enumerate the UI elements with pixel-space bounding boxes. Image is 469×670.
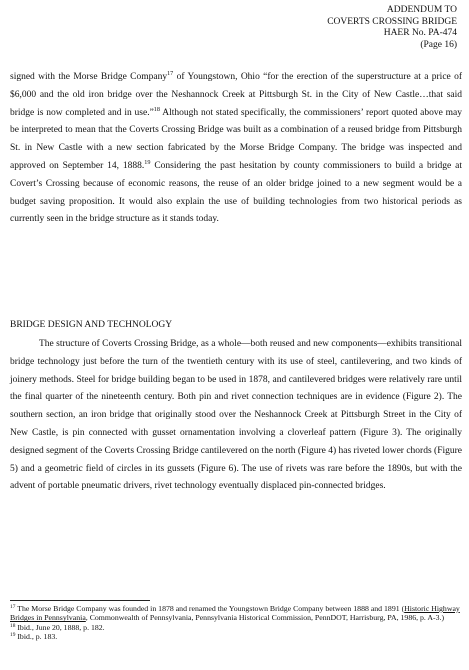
footnote-18 xyxy=(10,623,460,632)
para1-text-4: Considering the past hesitation by county commissioners to build a bridge at Covert’s Crossing because of economic reasons, the reuse of an older bridge joined to a new segment would be a budget saving proposition. It would also explain the use of building technologies from two historical periods as currently seen in the bridge structure as it stands today. xyxy=(10,160,462,225)
body-paragraph-2: The structure of Coverts Crossing Bridge, as a whole—both reused and new components—exhibits transitional bridge technology just before the turn of the twentieth century with its use of steel, cantilevering, and two kinds of joinery methods. Steel for bridge building began to be used in 1878, and cantilevered bridges were relatively rare until the final quarter of the nineteenth century. Both pin and rivet connection techniques are in evidence (Figure 2). The southern section, an iron bridge that originally stood over the Neshannock Creek at Pittsburgh Street in the City of New Castle, is pin connected with gusset ornamentation involving a cloverleaf pattern (Figure 3). The originally designed segment of the Coverts Crossing Bridge cantilevered on the north (Figure 4) has riveted lower chords (Figure 5) and a geometric field of circles in its gussets (Figure 6). The use of rivets was rare before the 1890s, but with the advent of portable pneumatic drivers, rivet technology eventually displaced pin-connected bridges. xyxy=(10,339,462,492)
footnote-17-text-a: The Morse Bridge Company was founded in 1878 and renamed the Youngstown Bridge Company between 1888 and 1891 ( xyxy=(15,604,405,613)
footnote-17 xyxy=(10,604,460,623)
page-header xyxy=(327,5,457,51)
footnote-ref-17: 17 xyxy=(167,70,174,77)
footnote-divider xyxy=(10,600,150,601)
body-paragraph-1 xyxy=(10,69,462,229)
footnote-18-number: 18 xyxy=(10,622,16,629)
footnote-17-number: 17 xyxy=(10,604,16,610)
footnotes xyxy=(10,604,460,641)
footnote-17-title: Historic Highway Bridges in Pennsylvania xyxy=(10,604,460,623)
footnote-ref-18: 18 xyxy=(153,105,160,113)
header-bridge-name: COVERTS CROSSING BRIDGE xyxy=(327,16,457,27)
footnote-ref-19: 19 xyxy=(144,158,151,166)
footnote-19-text: Ibid., p. 183. xyxy=(15,631,58,641)
section-heading: BRIDGE DESIGN AND TECHNOLOGY xyxy=(10,320,173,330)
footnote-18-text: Ibid., June 20, 1888, p. 182. xyxy=(15,622,105,632)
header-addendum: ADDENDUM TO xyxy=(386,5,457,15)
para1-text-3: Although not stated specifically, the commissioners’ report quoted above may be interpreted to mean that the Coverts Crossing Bridge was built as a combination of a reused bridge from Pittsburgh St. in New Castle with a new section fabricated by the Morse Bridge Company. The bridge was inspected and approved on September 14, 1888. xyxy=(10,107,462,171)
footnote-19 xyxy=(10,632,460,641)
header-haer-number: HAER No. PA-474 xyxy=(383,28,457,38)
para1-text-1: signed with the Morse Bridge Company xyxy=(10,72,168,82)
footnote-19-number: 19 xyxy=(10,631,16,638)
para1-text-2: of Youngstown, Ohio “for the erection of the superstructure at a price of $6,000 and the old iron bridge over the Neshannock Creek at Pittsburgh St. in the City of New Castle…that said bridge is now completed and in use.” xyxy=(10,72,463,118)
header-page-number: (Page 16) xyxy=(420,39,457,50)
footnote-17-text-b: , Commonwealth of Pennsylvania, Pennsylvania Historical Commission, PennDOT, Harrisburg, PA, 1986, p. A-3.) xyxy=(85,613,445,623)
